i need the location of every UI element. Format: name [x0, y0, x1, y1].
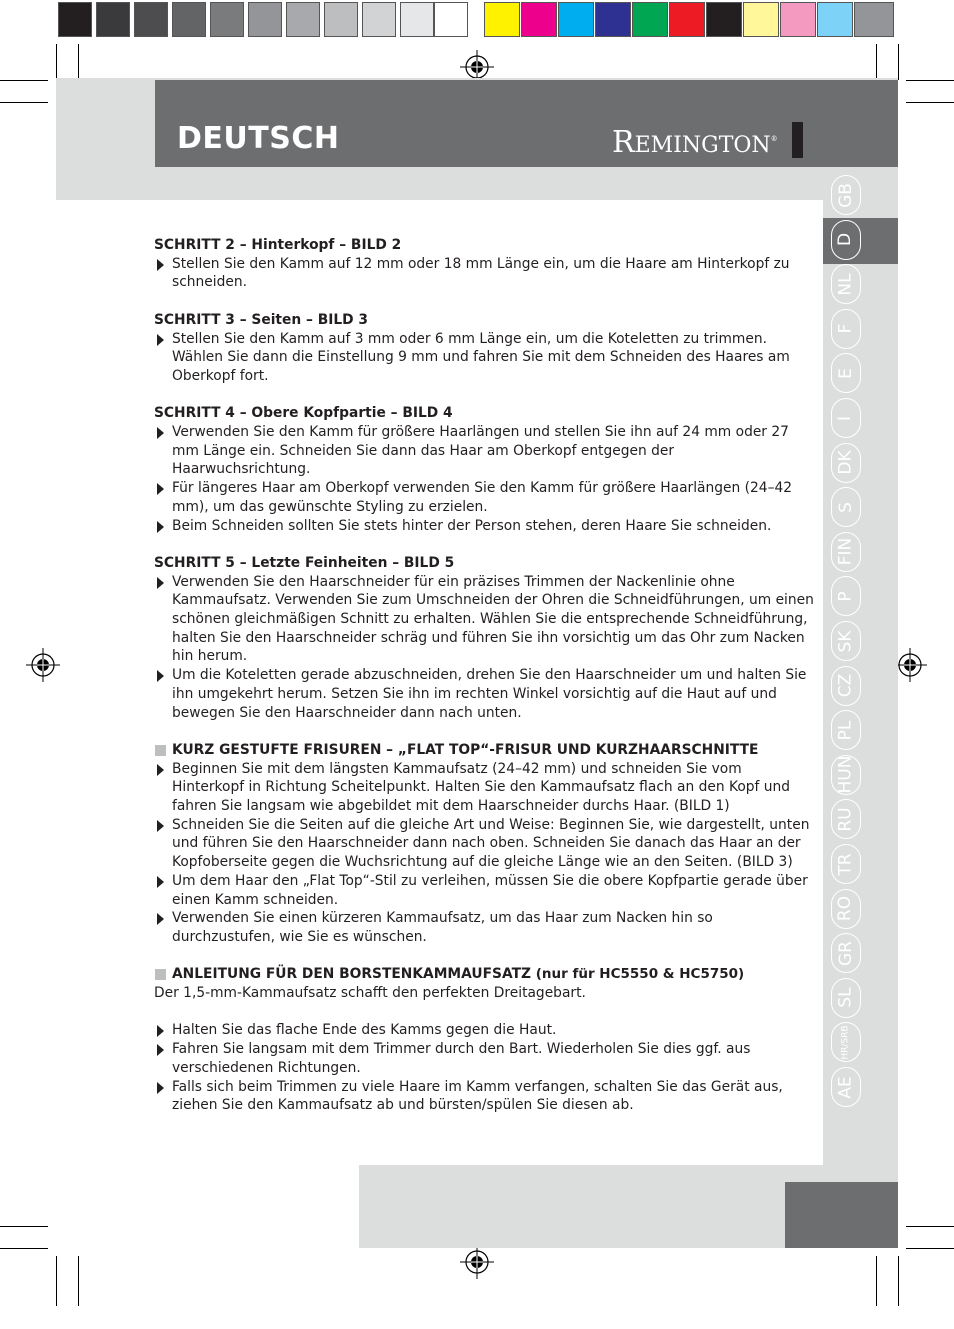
language-tab-label: HUN — [835, 755, 856, 794]
registration-mark-icon — [26, 648, 60, 682]
language-tab[interactable] — [831, 487, 861, 527]
swatch — [210, 2, 244, 37]
language-tab[interactable] — [831, 844, 861, 884]
language-tab[interactable] — [831, 264, 861, 304]
heading-sub: (nur für HC5550 & HC5750) — [531, 966, 745, 983]
crop-mark — [56, 1256, 57, 1306]
section-heading: SCHRITT 4 – Obere Kopfpartie – BILD 4 — [154, 405, 453, 422]
brand-bar — [792, 122, 803, 158]
swatch — [595, 2, 631, 37]
crop-mark — [56, 44, 57, 80]
crop-mark — [898, 44, 899, 80]
language-tab-label: F — [835, 323, 856, 334]
crop-mark — [0, 80, 48, 81]
registration-mark-icon — [460, 1245, 494, 1279]
language-tab[interactable] — [831, 978, 861, 1018]
language-tab[interactable] — [831, 666, 861, 706]
swatch — [632, 2, 668, 37]
language-tab-label: P — [835, 591, 856, 602]
swatch — [58, 2, 92, 37]
bullet-item: Beim Schneiden sollten Sie stets hinter der Person stehen, deren Haare Sie schneiden. — [154, 517, 814, 536]
swatch — [558, 2, 594, 37]
bullet-item: Um die Koteletten gerade abzuschneiden, drehen Sie den Haarschneider um und halten Sie ihn umgekehrt herum. Setzen Sie ihn im rechten Winkel vorsichtig auf die Haut auf und bewegen Sie den Haarschneider dann nach unten. — [154, 666, 814, 722]
bullet-item: Um dem Haar den „Flat Top“-Stil zu verleihen, müssen Sie die obere Kopfpartie gerade über einen Kamm schneiden. — [154, 872, 814, 909]
crop-mark — [876, 44, 877, 80]
crop-mark — [876, 1256, 877, 1306]
language-tab[interactable] — [831, 576, 861, 616]
crop-mark — [898, 1256, 899, 1306]
language-tab-label: SL — [835, 987, 856, 1008]
language-tab-label: NL — [835, 273, 856, 296]
language-tab-label: SK — [835, 630, 856, 652]
heading-main: ANLEITUNG FÜR DEN BORSTENKAMMAUFSATZ — [172, 966, 532, 983]
language-tab[interactable] — [831, 710, 861, 750]
swatch — [854, 2, 894, 37]
language-tab[interactable] — [831, 353, 861, 393]
swatch — [484, 2, 520, 37]
language-tab-label: RU — [835, 807, 856, 832]
language-tab[interactable] — [831, 532, 861, 572]
brand-registered: ® — [770, 135, 778, 143]
swatch — [324, 2, 358, 37]
bullet-item: Falls sich beim Trimmen zu viele Haare im Kamm verfangen, schalten Sie das Gerät aus, ziehen Sie den Kammaufsatz ab und bürsten/spülen Sie diesen ab. — [154, 1078, 814, 1115]
swatch — [521, 2, 557, 37]
language-tab[interactable] — [831, 889, 861, 929]
language-tab-label: PL — [835, 720, 856, 741]
language-tab-label: D — [835, 233, 856, 247]
bullet-item: Beginnen Sie mit dem längsten Kammaufsatz (24–42 mm) und schneiden Sie vom Hinterkopf in Richtung Scheitelpunkt. Halten Sie den Kammaufsatz flach an den Kopf und fahren Sie langsam wie abgebildet mit dem Haarschneider durchs Haar. (BILD 1) — [154, 760, 814, 816]
crop-mark — [0, 102, 48, 103]
swatch — [96, 2, 130, 37]
bullet-item: Halten Sie das flache Ende des Kamms gegen die Haut. — [154, 1021, 814, 1040]
crop-mark — [906, 80, 954, 81]
language-tab[interactable] — [831, 755, 861, 795]
language-tab[interactable] — [831, 933, 861, 973]
bullet-item: Stellen Sie den Kamm auf 12 mm oder 18 mm Länge ein, um die Haare am Hinterkopf zu schneiden. — [154, 255, 814, 292]
language-tab[interactable] — [831, 1067, 861, 1107]
bullet-item: Verwenden Sie einen kürzeren Kammaufsatz, um das Haar zum Nacken hin so durchzustufen, wie Sie es wünschen. — [154, 909, 814, 946]
brand-rest: EMINGTON — [634, 133, 771, 158]
language-tab[interactable] — [831, 443, 861, 483]
brand-initial: R — [612, 125, 635, 160]
language-tab-label: I — [835, 415, 856, 421]
language-tab-label: GB — [835, 182, 856, 208]
language-tab-label: RO — [835, 895, 856, 922]
registration-mark-icon — [893, 648, 927, 682]
brand-logo — [612, 125, 778, 160]
swatch — [248, 2, 282, 37]
language-tab-label: GR — [835, 940, 856, 966]
swatch — [286, 2, 320, 37]
page-number-box — [785, 1182, 898, 1248]
swatch — [362, 2, 396, 37]
language-tab-label: E — [835, 368, 856, 379]
language-tab[interactable] — [831, 220, 861, 260]
language-tab[interactable] — [831, 1022, 861, 1062]
swatch — [434, 2, 468, 37]
language-tab-label: AE — [835, 1075, 856, 1099]
crop-mark — [78, 1256, 79, 1306]
swatch — [669, 2, 705, 37]
language-tab-label: HR/SRB — [840, 1025, 851, 1060]
swatch — [706, 2, 742, 37]
bullet-item: Schneiden Sie die Seiten auf die gleiche Art und Weise: Beginnen Sie, wie dargestellt, unten und führen Sie den Haarschneider dann nach oben. Schneiden Sie danach das Haar an der Kopfoberseite gegen die Wuchsrichtung auf die gleiche Länge wie an den Seiten. (BILD 3) — [154, 816, 814, 872]
language-tab[interactable] — [831, 799, 861, 839]
bullet-item: Stellen Sie den Kamm auf 3 mm oder 6 mm Länge ein, um die Koteletten zu trimmen. Wählen Sie dann die Einstellung 9 mm und fahren Sie mit dem Schneiden des Haares am Oberkopf fort. — [154, 330, 814, 386]
page-title: DEUTSCH — [177, 121, 340, 156]
crop-mark — [906, 102, 954, 103]
crop-mark — [906, 1248, 954, 1249]
language-tab-label: FIN — [835, 538, 856, 566]
intro-text: Der 1,5-mm-Kammaufsatz schafft den perfekten Dreitagebart. — [154, 985, 586, 1002]
bullet-item: Verwenden Sie den Kamm für größere Haarlängen und stellen Sie ihn auf 24 mm oder 27 mm Länge ein. Schneiden Sie dann das Haar am Oberkopf entgegen der Haarwuchsrichtung. — [154, 423, 814, 479]
section-heading-boxed — [154, 965, 814, 984]
spacer — [154, 1003, 814, 1022]
swatch — [817, 2, 853, 37]
crop-mark — [78, 44, 79, 80]
section-heading-boxed: KURZ GESTUFTE FRISUREN – „FLAT TOP“-FRISUR UND KURZHAARSCHNITTE — [154, 741, 814, 760]
swatch — [172, 2, 206, 37]
language-tab-label: CZ — [835, 673, 856, 698]
language-tab[interactable] — [831, 398, 861, 438]
language-tab[interactable] — [831, 175, 861, 215]
language-tab[interactable] — [831, 309, 861, 349]
section-heading: SCHRITT 2 – Hinterkopf – BILD 2 — [154, 237, 402, 253]
crop-mark — [906, 1226, 954, 1227]
section-heading: SCHRITT 5 – Letzte Feinheiten – BILD 5 — [154, 554, 455, 571]
language-tab-label: DK — [835, 450, 856, 475]
section-heading: SCHRITT 3 – Seiten – BILD 3 — [154, 311, 369, 328]
bullet-item: Verwenden Sie den Haarschneider für ein präzises Trimmen der Nackenlinie ohne Kammaufsatz. Verwenden Sie zum Umschneiden der Ohren die Schneidführungen, um einen schönen gleichmäßigen Schnitt zu erhalten. Wählen Sie die entsprechende Schneidführung, halten Sie den Haarschneider schräg und führen Sie ihn vorsichtig um das Ohr zum Nacken hin herum. — [154, 573, 814, 667]
swatch — [743, 2, 779, 37]
bullet-item: Für längeres Haar am Oberkopf verwenden Sie den Kamm für größere Haarlängen (24–42 mm), um das gewünschte Styling zu erzielen. — [154, 479, 814, 516]
swatch — [780, 2, 816, 37]
language-tab-label: TR — [835, 852, 856, 876]
instructions-content — [154, 236, 814, 1115]
crop-mark — [0, 1248, 48, 1249]
language-tab-label: S — [835, 501, 856, 513]
swatch — [134, 2, 168, 37]
language-tab[interactable] — [831, 621, 861, 661]
swatch — [400, 2, 434, 37]
crop-mark — [0, 1226, 48, 1227]
bullet-item: Fahren Sie langsam mit dem Trimmer durch den Bart. Wiederholen Sie dies ggf. aus verschiedenen Richtungen. — [154, 1040, 814, 1077]
